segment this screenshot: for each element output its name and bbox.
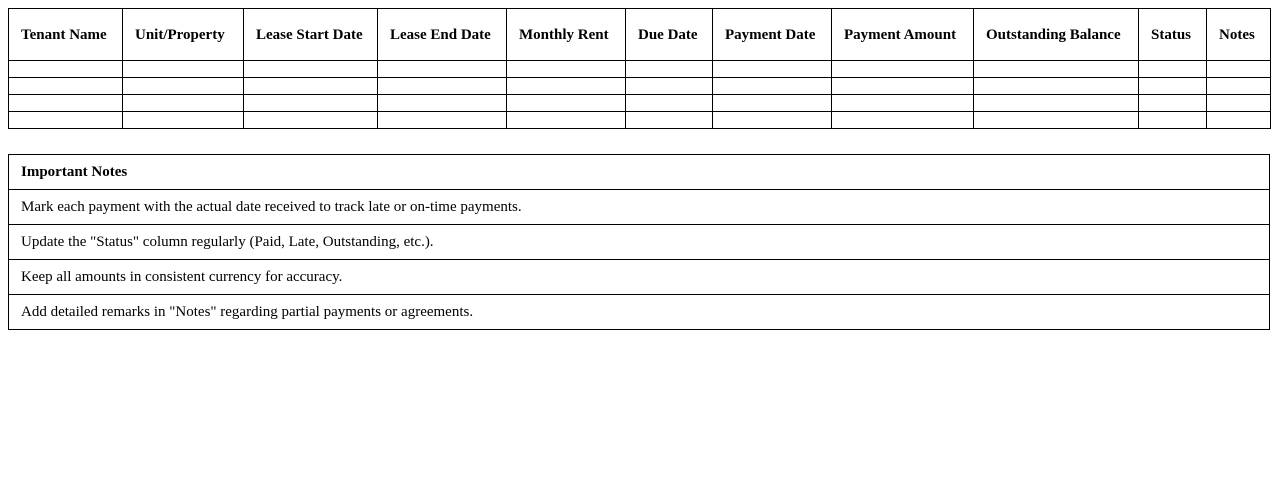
rent-tracking-table [8,8,1271,129]
important-notes-table [8,154,1270,330]
notes-title-row [9,155,1270,190]
cell-monthly-rent[interactable] [507,95,626,112]
table-row [9,78,1271,95]
cell-outstanding-balance[interactable] [974,95,1139,112]
cell-unit-property[interactable] [123,61,244,78]
header-lease-start-date: Lease Start Date [244,9,378,61]
table-header-row [9,9,1271,61]
cell-payment-amount[interactable] [832,112,974,129]
cell-payment-date[interactable] [713,61,832,78]
cell-notes[interactable] [1207,112,1271,129]
cell-lease-start-date[interactable] [244,112,378,129]
cell-status[interactable] [1139,61,1207,78]
cell-payment-date[interactable] [713,112,832,129]
cell-tenant-name[interactable] [9,78,123,95]
header-payment-amount: Payment Amount [832,9,974,61]
cell-tenant-name[interactable] [9,95,123,112]
cell-lease-end-date[interactable] [378,95,507,112]
cell-lease-end-date[interactable] [378,78,507,95]
cell-status[interactable] [1139,78,1207,95]
note-text: Update the "Status" column regularly (Paid, Late, Outstanding, etc.). [9,225,1270,260]
cell-unit-property[interactable] [123,95,244,112]
header-lease-end-date: Lease End Date [378,9,507,61]
cell-lease-end-date[interactable] [378,61,507,78]
note-text: Add detailed remarks in "Notes" regarding partial payments or agreements. [9,295,1270,330]
cell-payment-amount[interactable] [832,78,974,95]
cell-payment-amount[interactable] [832,61,974,78]
table-row [9,61,1271,78]
note-text: Keep all amounts in consistent currency for accuracy. [9,260,1270,295]
list-item [9,260,1270,295]
cell-lease-start-date[interactable] [244,78,378,95]
cell-payment-date[interactable] [713,78,832,95]
cell-due-date[interactable] [626,78,713,95]
cell-notes[interactable] [1207,95,1271,112]
cell-lease-start-date[interactable] [244,95,378,112]
cell-notes[interactable] [1207,61,1271,78]
list-item [9,225,1270,260]
header-status: Status [1139,9,1207,61]
cell-lease-start-date[interactable] [244,61,378,78]
cell-tenant-name[interactable] [9,112,123,129]
header-payment-date: Payment Date [713,9,832,61]
cell-due-date[interactable] [626,95,713,112]
header-outstanding-balance: Outstanding Balance [974,9,1139,61]
cell-monthly-rent[interactable] [507,112,626,129]
table-row [9,95,1271,112]
cell-monthly-rent[interactable] [507,78,626,95]
cell-payment-amount[interactable] [832,95,974,112]
cell-payment-date[interactable] [713,95,832,112]
cell-outstanding-balance[interactable] [974,78,1139,95]
note-text: Mark each payment with the actual date received to track late or on-time payments. [9,190,1270,225]
cell-monthly-rent[interactable] [507,61,626,78]
notes-title: Important Notes [9,155,1270,190]
header-tenant-name: Tenant Name [9,9,123,61]
cell-outstanding-balance[interactable] [974,61,1139,78]
table-row [9,112,1271,129]
cell-due-date[interactable] [626,61,713,78]
header-monthly-rent: Monthly Rent [507,9,626,61]
cell-unit-property[interactable] [123,78,244,95]
header-unit-property: Unit/Property [123,9,244,61]
list-item [9,190,1270,225]
list-item [9,295,1270,330]
cell-lease-end-date[interactable] [378,112,507,129]
header-notes: Notes [1207,9,1271,61]
cell-tenant-name[interactable] [9,61,123,78]
header-due-date: Due Date [626,9,713,61]
cell-due-date[interactable] [626,112,713,129]
cell-unit-property[interactable] [123,112,244,129]
cell-status[interactable] [1139,112,1207,129]
cell-status[interactable] [1139,95,1207,112]
cell-outstanding-balance[interactable] [974,112,1139,129]
cell-notes[interactable] [1207,78,1271,95]
